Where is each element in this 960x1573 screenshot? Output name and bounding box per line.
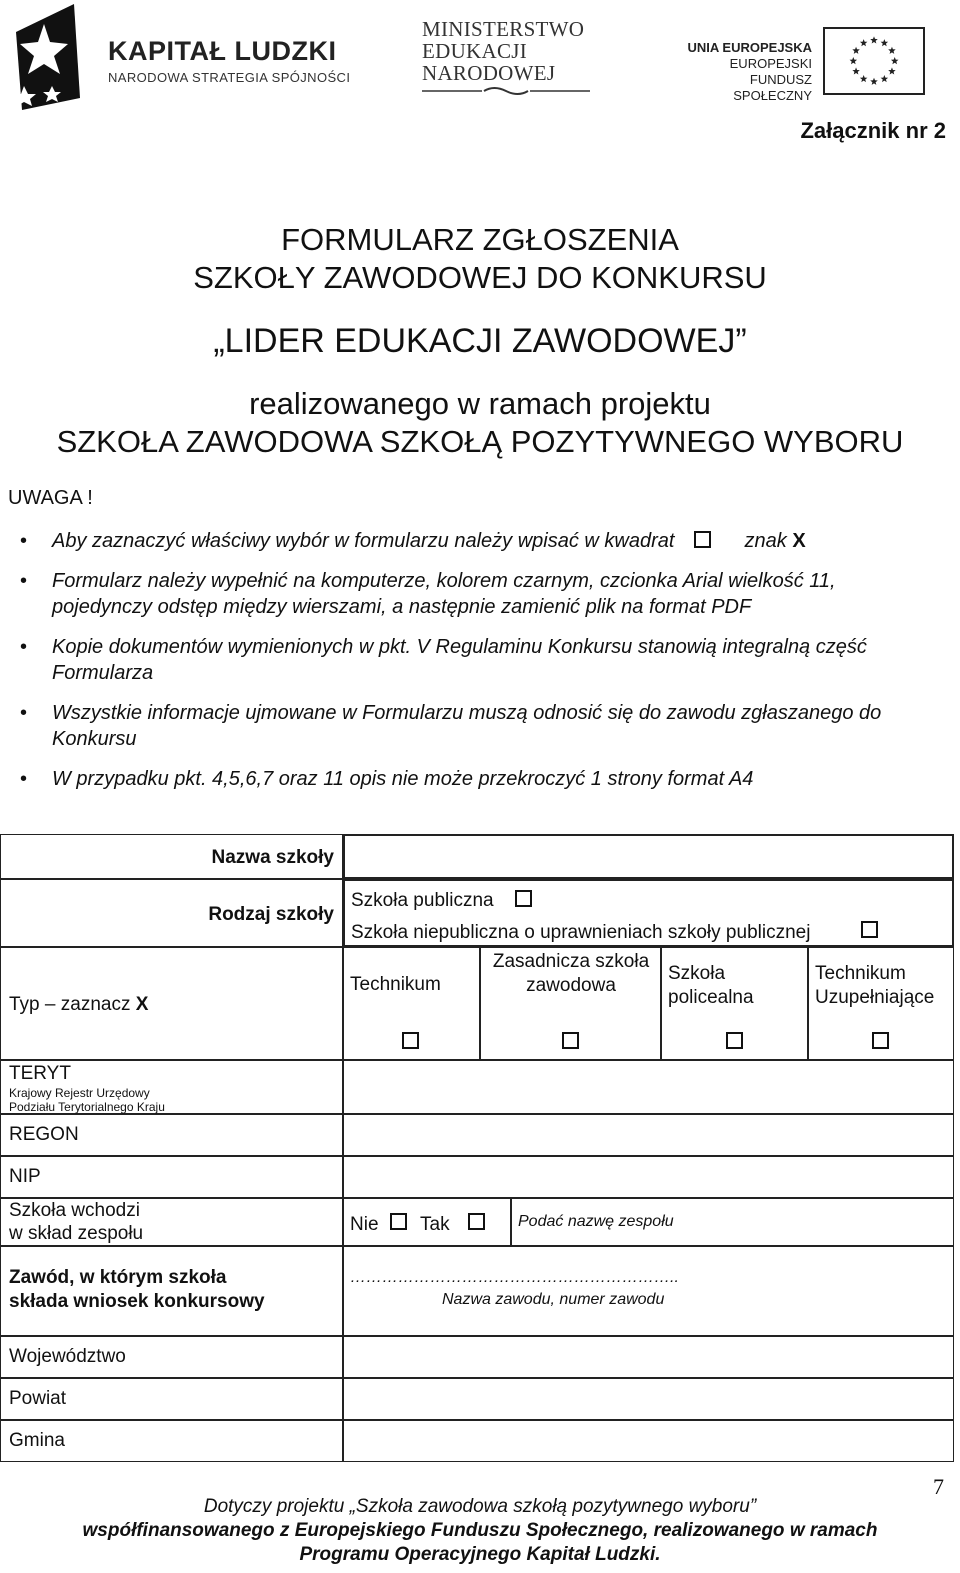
school-kind-label-cell [0, 879, 343, 947]
kapital-ludzki-logo-title: KAPITAŁ LUDZKI [108, 36, 337, 66]
contest-name: „LIDER EDUKACJI ZAWODOWEJ” [213, 322, 747, 360]
type-option-technikum [343, 947, 480, 1060]
voivodeship-label: Województwo [9, 1346, 126, 1367]
team-choice-cell [343, 1198, 511, 1246]
team-yes-label: Tak [420, 1214, 450, 1235]
profession-field[interactable] [343, 1246, 954, 1336]
instruction-item: • Wszystkie informacje ujmowane w Formularzu muszą odnosić się do zawodu zgłaszanego do Konkursu [20, 700, 940, 752]
instruction-item: • Formularz należy wypełnić na komputerze, kolorem czarnym, czcionka Arial wielkość 11, pojedynczy odstęp między wierszami, a następnie zamienić plik na format PDF [20, 568, 940, 620]
instruction-text: Aby zaznaczyć właściwy wybór w formularzu należy wpisać w kwadrat [52, 530, 675, 552]
x-mark: X [792, 530, 806, 552]
teryt-label: TERYT [9, 1063, 71, 1084]
footer-line-2: współfinansowanego z Europejskiego Funduszu Społecznego, realizowanego w ramach [82, 1520, 878, 1541]
commune-label-cell [0, 1420, 343, 1462]
instruction-text: znak [744, 530, 787, 552]
nip-label: NIP [9, 1166, 41, 1187]
profession-label: Zawód, w którym szkoła [9, 1267, 227, 1288]
nip-label-cell [0, 1156, 343, 1198]
type-option-label: Technikum Uzupełniające [815, 963, 935, 1008]
school-kind-options [343, 879, 954, 947]
teryt-label-cell [0, 1060, 343, 1114]
team-label: Szkoła wchodzi [9, 1200, 140, 1221]
eu-star-icon [870, 36, 878, 43]
eu-star-icon [860, 39, 868, 46]
profession-label: składa wniosek konkursowy [9, 1291, 265, 1312]
school-name-field[interactable] [343, 834, 954, 879]
type-label-text: Typ – zaznacz [9, 994, 131, 1015]
county-field[interactable] [343, 1378, 954, 1420]
eu-logo-text [676, 40, 812, 104]
eu-star-icon [891, 57, 899, 64]
team-label-cell [0, 1198, 343, 1246]
commune-field[interactable] [343, 1420, 954, 1462]
school-name-label-cell [0, 834, 343, 879]
eu-star-icon [881, 75, 889, 82]
county-label-cell [0, 1378, 343, 1420]
eu-flag-icon [823, 27, 925, 95]
profession-hint: Nazwa zawodu, numer zawodu [442, 1291, 665, 1308]
footer-line-3: Programu Operacyjnego Kapitał Ludzki. [299, 1544, 661, 1565]
type-option-label: Technikum [350, 974, 441, 995]
eu-star-icon [852, 47, 859, 54]
nonpublic-school-checkbox[interactable] [861, 921, 878, 938]
instruction-item: • W przypadku pkt. 4,5,6,7 oraz 11 opis nie może przekroczyć 1 strony format A4 [20, 766, 940, 792]
type-label [9, 994, 148, 1016]
instructions-list [20, 528, 940, 806]
project-intro: realizowanego w ramach projektu [249, 386, 711, 421]
profession-label-cell [0, 1246, 343, 1336]
checkbox-sample-icon [694, 531, 711, 548]
page-number: 7 [933, 1474, 944, 1499]
type-option-label: Zasadnicza szkoła zawodowa [492, 951, 650, 996]
voivodeship-field[interactable] [343, 1336, 954, 1378]
kapital-ludzki-star-logo [8, 2, 80, 110]
team-name-hint: Podać nazwę zespołu [518, 1213, 674, 1230]
type-option-policealna [661, 947, 808, 1060]
eu-logo-line: UNIA EUROPEJSKA [687, 40, 812, 55]
zasadnicza-checkbox[interactable] [562, 1032, 579, 1049]
eu-star-icon [850, 57, 858, 64]
team-no-checkbox[interactable] [390, 1213, 407, 1230]
x-mark: X [135, 994, 149, 1015]
instruction-item [20, 528, 940, 554]
kapital-ludzki-logo-subtitle: NARODOWA STRATEGIA SPÓJNOŚCI [108, 70, 351, 85]
ministry-logo-mark [422, 86, 590, 96]
eu-star-icon [852, 67, 859, 74]
uzupelniajace-checkbox[interactable] [872, 1032, 889, 1049]
teryt-sub-label: Podziału Terytorialnego Kraju [9, 1100, 165, 1114]
team-yes-checkbox[interactable] [468, 1213, 485, 1230]
eu-star-icon [870, 78, 878, 85]
regon-label-cell [0, 1114, 343, 1156]
team-name-field[interactable] [511, 1198, 954, 1246]
public-school-label: Szkoła publiczna [351, 890, 494, 911]
profession-dots: …………………………………………………….. [350, 1269, 679, 1286]
eu-logo-line: EUROPEJSKI [729, 56, 812, 71]
team-label: w skład zespołu [9, 1223, 144, 1244]
school-kind-label: Rodzaj szkoły [208, 904, 334, 925]
warning-heading: UWAGA ! [8, 487, 93, 509]
ministry-logo-line: MINISTERSTWO [422, 17, 585, 41]
form-title-line-1: FORMULARZ ZGŁOSZENIA [281, 222, 679, 257]
team-no-label: Nie [350, 1214, 379, 1235]
school-name-label: Nazwa szkoły [211, 847, 334, 868]
eu-star-icon [888, 67, 895, 74]
project-name: SZKOŁA ZAWODOWA SZKOŁĄ POZYTYWNEGO WYBORU [56, 424, 904, 459]
annex-label: Załącznik nr 2 [800, 118, 946, 143]
ministry-logo-line: NARODOWEJ [422, 61, 556, 85]
regon-field[interactable] [343, 1114, 954, 1156]
voivodeship-label-cell [0, 1336, 343, 1378]
public-school-checkbox[interactable] [515, 890, 532, 907]
eu-logo-line: FUNDUSZ SPOŁECZNY [733, 72, 812, 103]
type-option-uzupelniajace [808, 947, 954, 1060]
nonpublic-school-label: Szkoła niepubliczna o uprawnieniach szkoły publicznej [351, 922, 811, 943]
eu-star-icon [888, 47, 895, 54]
teryt-field[interactable] [343, 1060, 954, 1114]
commune-label: Gmina [9, 1430, 65, 1451]
footer-line-1: Dotyczy projektu „Szkoła zawodowa szkołą pozytywnego wyboru” [203, 1496, 757, 1517]
ministry-logo [422, 18, 584, 84]
ministry-logo-line: EDUKACJI [422, 39, 528, 63]
county-label: Powiat [9, 1388, 67, 1409]
type-option-zasadnicza [480, 947, 661, 1060]
policealna-checkbox[interactable] [726, 1032, 743, 1049]
eu-star-icon [881, 39, 889, 46]
application-form [0, 834, 956, 1462]
nip-field[interactable] [343, 1156, 954, 1198]
regon-label: REGON [9, 1124, 79, 1145]
teryt-sub-label: Krajowy Rejestr Urzędowy [9, 1086, 150, 1100]
type-option-label: Szkoła policealna [668, 963, 754, 1008]
eu-star-icon [860, 75, 868, 82]
type-label-cell [0, 947, 343, 1060]
technikum-checkbox[interactable] [402, 1032, 419, 1049]
instruction-item: • Kopie dokumentów wymienionych w pkt. V Regulaminu Konkursu stanowią integralną część Formularza [20, 634, 940, 686]
form-title-line-2: SZKOŁY ZAWODOWEJ DO KONKURSU [193, 260, 767, 295]
